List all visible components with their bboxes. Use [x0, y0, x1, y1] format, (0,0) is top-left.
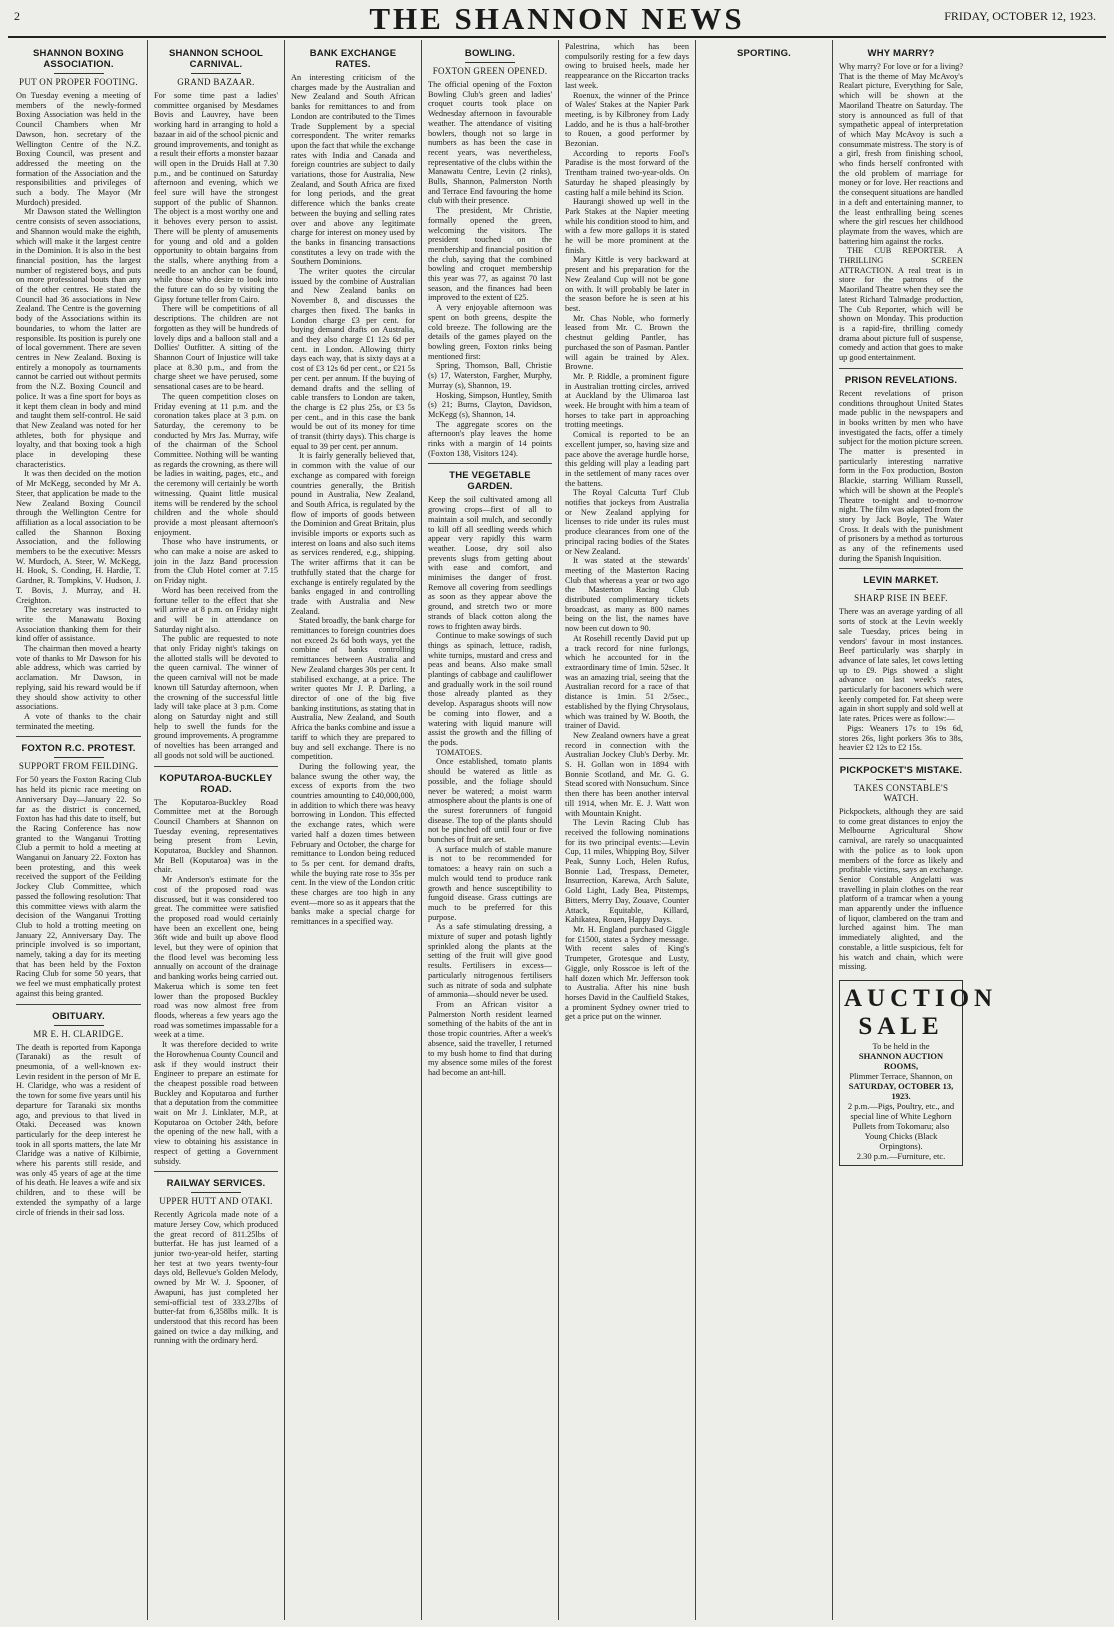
article-paragraph: It was stated at the stewards' meeting of the Masterton Racing Club that whereas a year or two ago the Masterton Racing Club distributed complimentary tickets broadcast, as many as 800 names being on the list, the names have now been cut down to 90. [565, 556, 689, 634]
auction-advertisement [839, 980, 998, 1166]
headline-rule [54, 1025, 104, 1026]
article-headline: LEVIN MARKET. [863, 575, 939, 587]
article-paragraph: Hosking, Simpson, Huntley, Smith (s) 21; Burns, Clayton, Davidson, McKegg (s), Shannon, 14. [428, 390, 552, 419]
auction-address: Plimmer Terrace, Shannon, on [849, 1070, 953, 1081]
article-paragraph: Keep the soil cultivated among all growing crops—first of all to maintain a soil mulch, and secondly to kill off all seedling weeds which appear very rapidly this warm weather. Loose, dry soil also prevents slugs from getting about with ease and comfort, and minimises the danger of frost. Remove all covering from seedlings as soon as they appear above the ground, and stretch two or more strands of black cotton along the rows to frighten away birds. [428, 495, 552, 631]
article-subheadline: TAKES CONSTABLE'S WATCH. [853, 783, 949, 803]
column-4 [421, 40, 558, 1620]
column-5 [558, 40, 695, 1620]
article-paragraph: The aggregate scores on the afternoon's play leaves the home rinks with a margin of 14 points (Foxton 138, Visitors 124). [428, 419, 552, 458]
article-paragraph: According to reports Fool's Paradise is the most forward of the Trentham trained two-year-olds. On Saturday he shaped pleasingly by casting half a mile behind its Scion. [565, 148, 689, 197]
section-divider [839, 568, 963, 569]
section-divider [154, 766, 278, 767]
headline-rule [876, 779, 926, 780]
columns [10, 40, 1106, 1620]
article-paragraph: A very enjoyable afternoon was spent on both greens, despite the cold breeze. The following are the details of the games played on the bowling green, Foxton rinks being mentioned first: [428, 303, 552, 361]
article-paragraph: It was therefore decided to write the Horowhenua County Council and ask if they would instruct their Engineer to prepare an estimate for the cheapest possible road between Buckley and Koputaroa and further that a deputation from the committee wait on Mr J. Linklater, M.P., at Koputaroa on October 24th, before the opening of the new hall, with a view to obtaining his assistance in respect of getting a Government subsidy. [154, 1040, 278, 1166]
headline-rule [54, 757, 104, 758]
article-paragraph: There was an average yarding of all sorts of stock at the Levin weekly sale Tuesday, prices being in vendors' favour in most instances. Beef particularly was sharply in advance of late sales, let cows letting up to £9. Pigs showed a slight advance on last week's rates, particularly for baconers which were keenly competed for. Fat sheep were again in short supply and sold well at late rates. Prices were as follow:— [839, 607, 963, 724]
article-paragraph: A surface mulch of stable manure is not to be recommended for tomatoes: a heavy rain on such a mulch would tend to produce rank growth and hence susceptibility to fungoid disease. Grass cuttings are much to be preferred for this purpose. [428, 844, 552, 922]
column-6 [695, 40, 832, 1620]
auction-date: SATURDAY, OCTOBER 13, 1923. [848, 1080, 954, 1101]
auction-heading: AUCTION [844, 984, 998, 1012]
article-headline: SHANNON BOXING ASSOCIATION. [33, 48, 124, 70]
article-paragraph: During the following year, the balance swung the other way, the excess of exports from the two countries amounting to £40,000,000, in addition to which there was heavy borrowing in London. This effected the exchange rates, which were varied half a dozen times between February and October, the charge for remittance to London being reduced to 5s per cent. for demand drafts, while the buying rate rose to 35s per cent. In the view of the London critic these charges are too high in any event—more so as it appears that the banks make a special charge for remittances in a specified way. [291, 761, 415, 927]
article-paragraph: At Rosehill recently David put up a track record for nine furlongs, which he accounted for in the extraordinary time of 1min. 52sec. It was an amazing trial, seeing that the Australian record for a race of that distance is 1min. 51 2/5sec., established by the flying Chrysolaus, which was trained by W. Booth, the trainer of David. [565, 633, 689, 731]
article-headline: THE VEGETABLE GARDEN. [449, 470, 531, 493]
article-paragraph: The Royal Calcutta Turf Club notifies that jockeys from Australia or New Zealand applying for licenses to ride under its rules must produce clearances from one of the principal racing bodies of the States or New Zealand. [565, 488, 689, 556]
section-divider [16, 736, 141, 737]
article-paragraph: On Tuesday evening a meeting of members of the newly-formed Boxing Association was held in the Council Chambers when Mr Dawson, hon. secretary of the Wellington Centre of the N.Z. Boxing Council, was present and addressed the meeting on the formation of the Association and the responsibilities and privileges of such a body. The Mayor (Mr Murdoch) presided. [16, 91, 141, 207]
article-headline: KOPUTAROA-BUCKLEY ROAD. [159, 772, 273, 795]
article-headline: SHANNON SCHOOL CARNIVAL. [168, 48, 264, 70]
article-paragraph: Mr. P. Riddle, a prominent figure in Australian trotting circles, arrived at Auckland by the Ulimaroa last week. He brought with him a team of horses to take part in approaching trotting meetings. [565, 371, 689, 430]
article-paragraph: The president, Mr Christie, formally opened the green, welcoming the visitors. The president touched on the membership and financial position of the club, saying that the combined bowling and croquet membership this year was 77, as against 70 last season, and the finances had been improved to the extent of £25. [428, 206, 552, 303]
article-subheadline: FOXTON GREEN OPENED. [432, 66, 548, 76]
article-paragraph: Mr Dawson stated the Wellington centre consists of seven associations, and Shannon would make the eighth, which will make it the largest centre in the Dominion. It is also in the best financial position, has the largest number of registered boys, and puts on more professional bouts than any of the other centres. He stated the Council had 36 associations in New Zealand. The Centre is the governing body of the Associations within its boundaries, to whom the latter are responsible. Its position is purely one of local government. There are seven centres in New Zealand. Boxing is entirely a monopoly as tournaments cannot be carried out without permits from the N.Z. Boxing Council and police. It was a fine sport for boys as it kept them clean in body and mind and taught them self-control. He said that New Zealand was noted for her athletes, both for physique and loyalty, and that boxing took a high place in developing these characteristics. [16, 207, 141, 469]
article-paragraph: For 50 years the Foxton Racing Club has held its picnic race meeting on Anniversary Day—January 22. So far as the district is concerned, Foxton has had this date to itself, but the Racing Conference has now granted to the Wanganui Trotting Club a permit to hold a meeting at Wanganui on January 22. Foxton has been protesting, and this week received the support of the Feilding Jockey Club Committee, which passed the following resolution: That this committee views with alarm the decision of the Wanganui Trotting Club to hold a trotting meeting on January 22, Anniversary Day. The principle involved is so important, namely, taking a day for its meeting that has been held by the Foxton Racing Club for some 50 years, that we feel we must emphatically protest against this being granted. [16, 775, 141, 998]
article-headline: BANK EXCHANGE RATES. [309, 48, 397, 70]
article-paragraph: The queen competition closes on Friday evening at 11 p.m. and the coronation takes place at 3 p.m. on Saturday, the ceremony to be conducted by Mrs Jas. Murray, wife of the chairman of the School Committee. Nothing will be wanting as regards the crowning, as there will be ladies in waiting, pages, etc., and the ceremony will certainly be worth witnessing. Quaint little musical items will be rendered by the school children and the whole should provide a most pleasant afternoon's enjoyment. [154, 391, 278, 537]
article-paragraph: Mr Anderson's estimate for the cost of the proposed road was discussed, but it was considered too great. The committee were satisfied the proposed road would certainly have been an excellent one, being 36ft wide and built up above flood level, but they were of opinion that the flood level was becoming less annually on account of the drainage and banking works being carried out. Makerua which is some ten feet lower than the proposed Buckley road was now almost free from floods, whereas a few years ago the road was sometimes impassable for a week at a time. [154, 875, 278, 1040]
column-1 [10, 40, 147, 1620]
auction-furniture: 2.30 p.m.—Furniture, etc. [856, 1150, 946, 1161]
article-paragraph: Stated broadly, the bank charge for remittances to foreign countries does not exceed 2s 6d both ways, yet the combine of banks controlling remittances between Australia and New Zealand charges 30s per cent. It stabilised exchange, at a price. The writer quotes Mr J. P. Darling, a director of one of the big five banking institutions, as stating that in Australia, New Zealand, and South Africa the banks combine and issue a tariff to which they are prepared to buy and sell exchange. There is no competition. [291, 616, 415, 762]
headline-rule [876, 589, 926, 590]
article-paragraph: Palestrina, which has been compulsorily resting for a few days owing to bruised heels, made her reappearance on the Riccarton tracks last week. [565, 42, 689, 90]
article-headline: WHY MARRY? [867, 48, 935, 59]
masthead [0, 0, 1114, 38]
column-7 [832, 40, 998, 1620]
article-paragraph: The public are requested to note that only Friday night's takings on the allotted stalls will be devoted to the queen carnival. The winner of the queen carnival will not be made known till Saturday afternoon, when the crowning of the successful little lady will take place at 3 p.m. Come along on Saturday night and still help to swell the funds for the ground improvements. A programme of novelties has been arranged and all goods not sold will be auctioned. [154, 634, 278, 760]
masthead-rule [8, 36, 1106, 38]
article-paragraph: It was then decided on the motion of Mr McKegg, seconded by Mr A. Steer, that application be made to the New Zealand Boxing Council through the Wellington Centre for affiliation as a local association to be called the Shannon Boxing Association, and the following members to be the executive: Messrs W. Murdoch, A. Steer, W. McKegg, H. Hook, S. Conding, H. Hardie, T. Gardner, R. Tompkins, V. Hudson, J. T. Bovis, J. Murray, and H. Creighton. [16, 469, 141, 605]
article-paragraph: It is fairly generally believed that, in common with the value of our exchange as compared with foreign countries generally, the British pound in Australia, New Zealand, and South Africa, is regulated by the flow of imports of goods between the Dominion and Great Britain, plus invisible imports or exports such as interest on loans and also such items as services rendered, e.g., shipping. The writer affirms that it can be truthfully stated that the charge for exchange is entirely regulated by the banks engaged in and controlling trade with Australia and New Zealand. [291, 451, 415, 616]
article-paragraph: Comical is reported to be an excellent jumper, so, having size and pace above the average hurdle horse, this gelding will play a leading part in the settlement of many races over the battens. [565, 430, 689, 488]
article-paragraph: For some time past a ladies' committee organised by Mesdames Bovis and Lauvrey, have been working hard in arranging to hold a bazaar in aid of the school picnic and ground improvements, and tonight as a result their efforts a monster bazaar will open in the Druids Hall at 7.30 p.m., and be continued on Saturday afternoon and evening, which we feel sure will have the strongest support of the public of Shannon. The object is a most worthy one and it behoves every person to assist. There will be plenty of amusements for young and old and a golden opportunity to obtain bargains from the stalls, where anything from a needle to an anchor can be found, while those who desire to look into the future can do so by visiting the Gipsy fortune teller from Cairo. [154, 91, 278, 304]
auction-venue: SHANNON AUCTION ROOMS, [858, 1050, 944, 1071]
headline-rule [191, 73, 241, 74]
article-paragraph: The death is reported from Kaponga (Taranaki) as the result of pneumonia, of a well-known ex-Levin resident in the person of Mr E. H. Claridge, who was a resident of the town for some five years until his departure for Taranaki six months ago, and previous to that lived in Otaki. Deceased was known particularly for the deep interest he took in all sports matters, the late Mr Claridge was a native of Kilbirnie, where his parents still reside, and was only 45 years of age at the time of his death. He leaves a wife and six children, and to these will be extended the sympathy of a large circle of friends in their sad loss. [16, 1042, 141, 1217]
issue-date: FRIDAY, OCTOBER 12, 1923. [944, 9, 1096, 23]
auction-lots: 2 p.m.—Pigs, Poultry, etc., and special line of White Leghorn Pullets from Tokomaru; also Young Chicks (Black Orpingtons). [847, 1100, 955, 1151]
article-paragraph: Pickpockets, although they are said to come great distances to enjoy the Melbourne Agricultural Show carnival, are rarely so unacquainted with the police as to look upon members of the force as likely and profitable victims, says an exchange. Senior Constable Angelatti was travelling in plain clothes on the rear platform of a tramcar when a young man apparently under the influence of liquor, clambered on the tram and lurched against him. The man immediately alighted, and the constable, a little suspicious, felt for his watch and chain, which were missing. [839, 807, 963, 972]
article-paragraph: Pigs: Weaners 17s to 19s 6d, stores 26s, light porkers 36s to 38s, heavier £2 12s to £2 15s. [839, 723, 963, 753]
article-paragraph: A vote of thanks to the chair terminated the meeting. [16, 712, 141, 731]
newspaper-title: THE SHANNON NEWS [369, 1, 745, 36]
section-divider [16, 1004, 141, 1005]
section-divider [839, 758, 963, 759]
auction-intro: To be held in the [872, 1040, 930, 1051]
column-2 [147, 40, 284, 1620]
article-subheadline: UPPER HUTT AND OTAKI. [159, 1196, 273, 1207]
headline-rule [191, 1192, 241, 1193]
article-paragraph: New Zealand owners have a great record in connection with the Australian Jockey Club's Derby. Mr. S. H. Gollan won in 1894 with Bonnie Scotland, and Mr. G. G. Stead scored with Nonsuchum. Since then there has been another interval till 1914, when Mr. E. J. Watt won with Mountain Knight. [565, 730, 689, 818]
article-subheadline: MR E. H. CLARIDGE. [33, 1028, 124, 1039]
page-number: 2 [14, 9, 20, 23]
article-headline: SPORTING. [736, 48, 792, 59]
headline-rule [54, 73, 104, 74]
article-paragraph: Those who have instruments, or who can make a noise are asked to join in the Jazz Band procession from the Club Hotel corner at 7.15 on Friday night. [154, 537, 278, 586]
article-subheadline: PUT ON PROPER FOOTING. [19, 77, 138, 87]
article-paragraph: There will be competitions of all descriptions. The children are not forgotten as they will be hundreds of lovely dips and a balloon stall and a Dollies' Outfitter. A sitting of the Shannon Court of Injustice will take place at 8.30 p.m., and from the charge sheet we have perused, some sensational cases are to be heard. [154, 304, 278, 392]
article-headline: PICKPOCKET'S MISTAKE. [839, 765, 963, 776]
column-3 [284, 40, 421, 1620]
article-paragraph: From an African visitor a Palmerston North resident learned something of the habits of the ant in those tropic countries. After a week's absence, said the traveller, I returned to my bush home to find that during my absence some miles of the forest had become an ant-hill. [428, 999, 552, 1077]
article-headline: OBITUARY. [52, 1010, 105, 1022]
article-paragraph: Once established, tomato plants should be watered as little as possible, and the foliage should never be watered; a moist warm atmosphere about the plants is one of the surest forerunners of fungoid disease. The top of the plants should not be pinched off until four or five bunches of fruit are set. [428, 757, 552, 845]
article-paragraph: Mr. Chas Noble, who formerly leased from Mr. C. Brown the chestnut gelding Pantler, has purchased the son of Pasman. Pantler will again be trained by Alex. Browne. [565, 313, 689, 372]
article-paragraph: The official opening of the Foxton Bowling Club's green and ladies' croquet courts took place on Wednesday afternoon in favourable weather. The attendance of visiting bowlers, though not so large in numbers as has been the case in recent years, was nevertheless, representative of the clubs within the Manawatu Centre, Levin (2 rinks), Bulls, Shannon, Palmerston North and Terrace End favouring the home club with their presence. [428, 80, 552, 206]
article-paragraph: As a safe stimulating dressing, a mixture of super and potash lightly sprinkled along the plants at the setting of the fruit will give good results. Fertilisers in excess—particularly nitrogenous fertilisers such as nitrate of soda and sulphate of ammonia—should never be used. [428, 922, 552, 1000]
article-paragraph: Spring, Thomson, Ball, Christie (s) 17, Waterston, Fargher, Murphy, Murray (s), Shannon, 19. [428, 361, 552, 390]
section-divider [154, 1171, 278, 1172]
article-headline: BOWLING. [464, 48, 516, 59]
article-paragraph: The Levin Racing Club has received the following nominations for its two principal events:—Levin Cup, 11 miles, Whipping Boy, Silver Peak, Sunny Loch, Helen Rufus, Bonnie Lad, Trespass, Demeter, Insurrection, Karewa, Arch Salute, Gold Light, Lady Bea, Pitstemps, Bitters, Merry Day, Zouave, Counter Attack, Equitable, Killard, Kahikatea, Rouen, Happy Days. [565, 818, 689, 925]
article-subheadline: SUPPORT FROM FEILDING. [18, 761, 139, 772]
article-paragraph: Word has been received from the fortune teller to the effect that she will arrive at 8 p.m. on Friday night and will be in attendance on Saturday night also. [154, 585, 278, 634]
article-paragraph: Recently Agricola made note of a mature Jersey Cow, which produced the great record of 811.25lbs of butterfat. He has just learned of a junior two-year-old heifer, starting her test at two years twenty-four days old, Bellevue's Golden Melody, owned by Mr W. J. Spooner, of Awapuni, has just completed her semi-official test of 333.27lbs of butter-fat from 6,358lbs milk. It is understood that this record has been gained on twice a day milking, and running with the ordinary herd. [154, 1210, 278, 1346]
article-subheadline: GRAND BAZAAR. [177, 77, 255, 87]
article-paragraph: Haurangi showed up well in the Park Stakes at the Napier meeting while his condition stood to him, and with a few more gallops it is stated he will be more prominent at the finish. [565, 197, 689, 255]
article-paragraph: The secretary was instructed to write the Manawatu Boxing Association thanking them for their kind offer of assistance. [16, 605, 141, 644]
section-divider [428, 463, 552, 464]
sale-heading: SALE [858, 1012, 944, 1040]
article-paragraph: TOMATOES. [436, 747, 483, 757]
article-paragraph: Why marry? For love or for a living? That is the theme of May McAvoy's Realart picture, Everything for Sale, which will be shown at the Maoriland Theatre on Saturday. The story is announced as full of that sympathetic appeal of interpretation of which May McAvoy is such a consummate mistress. The story is of a girl, fresh from finishing school, who finds herself confronted with the old problem of marriage for money or for love. Her reactions and the consequent situations are handled in a deft and entertaining manner, to the least enthralling being scenes where the girl rescues her childhood playmate from the waves, which are battering him against the rocks. [839, 62, 963, 246]
article-subheadline: SHARP RISE IN BEEF. [854, 593, 948, 604]
article-paragraph: Recent revelations of prison conditions throughout United States made public in the newspapers and in books written by men who have investigated the facts, offer a timely subject for the motion picture screen. The matter is presented in particularly interesting narrative form in the Fox production, Boston Blackie, starring William Russell, which will be shown at the People's Theatre to-night and to-morrow night. The film was adapted from the story by Jack Boyle, The Water Cross. It deals with the punishment of prisoners by a method as torturous as any of the refinements used during the Spanish Inquisition. [839, 388, 963, 563]
article-headline: FOXTON R.C. PROTEST. [21, 743, 136, 755]
headline-rule [465, 62, 515, 63]
article-headline: PRISON REVELATIONS. [844, 374, 958, 386]
article-paragraph: The writer quotes the circular issued by the combine of Australian and New Zealand banks on November 8, and discusses the charges then fixed. The banks in London charge £3 per cent. for buying demand drafts on Australia, and they also charge £1 12s 6d per cent. in London. Allowing thirty days each way, that is sixty days at a cost of £3 12s 6d per cent., or £21 5s per cent. per annum. If the buying of demand drafts and the selling of cable transfers to London are taken, the charge is £2 plus 25s, or £3 5s per cent., and in this case the bank would be out of its money for time of transit (thirty days). This charge is equal to 39 per cent. per annum. [291, 267, 415, 451]
article-paragraph: Continue to make sowings of such things as spinach, lettuce, radish, white turnips, mustard and cress and peas and beans. Also make small plantings of cabbage and cauliflower and gradually work in the soil round those already planted as they develop. Asparagus shoots will now be coming into flower, and a watering with liquid manure will assist the growth and the filling of the pods. [428, 631, 552, 747]
article-paragraph: The Koputaroa-Buckley Road Committee met at the Borough Council Chambers at Shannon on Tuesday evening, representatives being present from Levin, Koputaroa, Buckley and Shannon. Mr Bell (Koputaroa) was in the chair. [154, 797, 278, 875]
article-headline: RAILWAY SERVICES. [166, 1178, 266, 1190]
article-paragraph: THE CUB REPORTER. A THRILLING SCREEN ATTRACTION. A real treat is in store for the patrons of the Maoriland Theatre when they see the latest Richard Talmadge production, The Cub Reporter, which will be shown on Monday. This production is a rapid-fire, thrilling comedy drama about picture full of suspense, comedy and action that goes to make up good entertainment. [839, 246, 963, 363]
section-divider [839, 368, 963, 369]
article-paragraph: Mr. H. England purchased Giggle for £1500, states a Sydney message. With recent sales of King's Trumpeter, Grotesque and Lusty, Giggle, only Rosscoe is left of the half dozen which Mr. Jefferson took to Australia. After his nine bush horses David in the Caulfield Stakes, a prominent Sydney owner tried to get a price put on the winner. [565, 924, 689, 1022]
article-paragraph: An interesting criticism of the charges made by the Australian and New Zealand and South African banks for remittances to and from London are contributed to the Times Trade Supplement by a special correspondent. The writer remarks upon the fact that while the exchange rates with India and Canada and foreign countries are subject to daily variations, those for Australia, New Zealand, and South Africa are fixed for long periods, and the great difference which the banks create between the buying and selling rates over and above any legitimate charge for interest on money used by the banks in financing transactions constitutes a levy on trade with the Southern Dominions. [291, 73, 415, 267]
article-paragraph: The chairman then moved a hearty vote of thanks to Mr Dawson for his able address, which was carried by acclamation. Mr Dawson, in replying, said his reward would be if they should show activity to other associations. [16, 644, 141, 712]
article-paragraph: Mary Kittle is very backward at present and his preparation for the New Zealand Cup will not be gone on with. It will probably be later in the season before he is seen at his best. [565, 255, 689, 313]
article-paragraph: Roenux, the winner of the Prince of Wales' Stakes at the Napier Park meeting, is by Kilbroney from Lady Laddo, and he is thus a half-brother to Rouen, a good performer by Bezonian. [565, 90, 689, 149]
